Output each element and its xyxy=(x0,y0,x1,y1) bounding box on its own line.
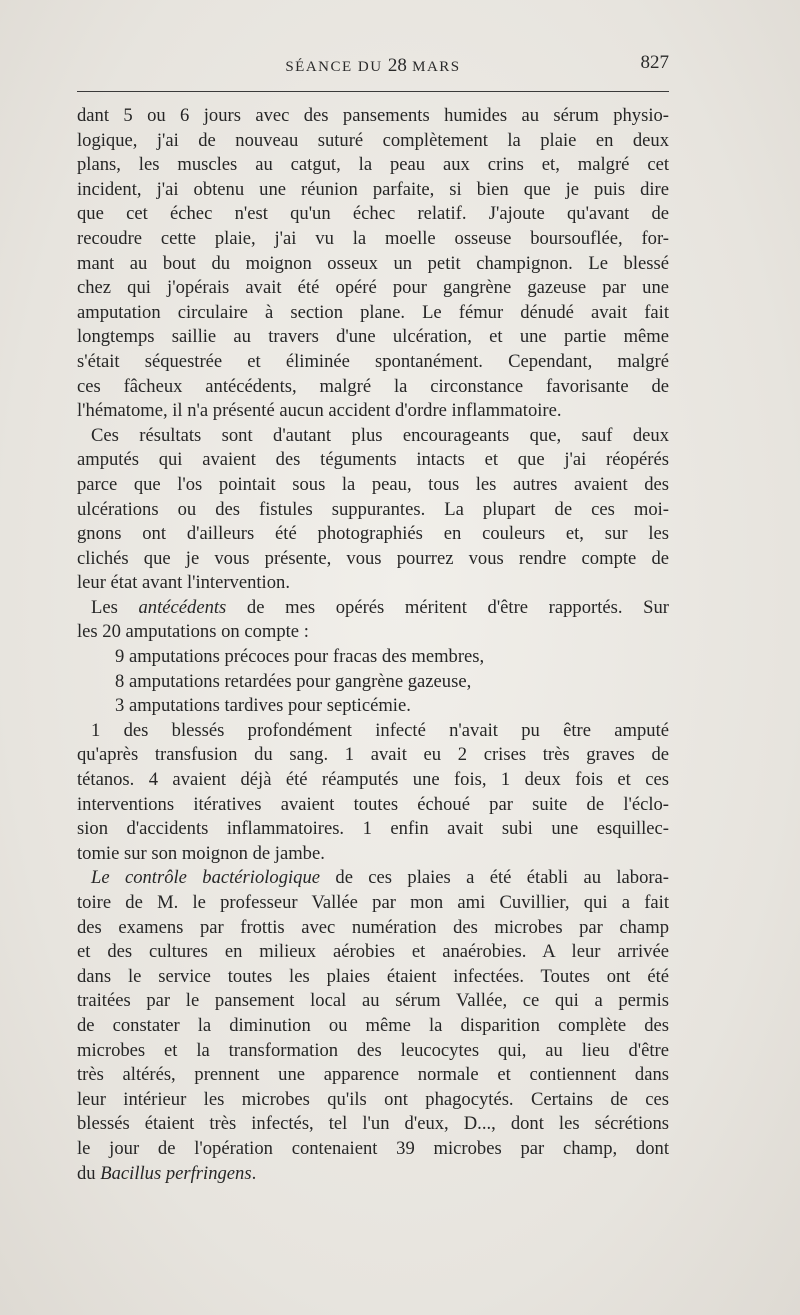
text-line: leur intérieur les microbes qu'ils ont phagocytés. Certains de ces xyxy=(77,1088,669,1110)
text-line: que cet échec n'est qu'un échec relatif. J'ajoute qu'avant de xyxy=(77,203,669,225)
text-line: dans le service toutes les plaies étaient infectées. Toutes ont été xyxy=(77,965,669,987)
text-line: leur état avant l'intervention. xyxy=(77,572,290,594)
text-line: de constater la diminution ou même la disparition complète des xyxy=(77,1014,669,1036)
text-line: toire de M. le professeur Vallée par mon ami Cuvillier, qui a fait xyxy=(77,892,669,913)
header-title-pre: SÉANCE DU xyxy=(285,59,383,75)
list-item: 3 amputations tardives pour septicémie. xyxy=(115,695,411,717)
text-line: ces fâcheux antécédents, malgré la circonstance favorisante de xyxy=(77,375,669,397)
text-line: gnons ont d'ailleurs été photographiés en couleurs et, sur les xyxy=(77,523,669,545)
text-line: clichés que je vous présente, vous pourrez vous rendre compte de xyxy=(77,547,669,569)
text-line: recoudre cette plaie, j'ai vu la moelle osseuse boursouflée, for- xyxy=(77,227,669,249)
text-line: tomie sur son moignon de jambe. xyxy=(77,842,325,864)
text-span: de ces plaies a été établi au labora- xyxy=(320,867,670,889)
text-line: le jour de l'opération contenaient 39 microbes par champ, dont xyxy=(77,1137,669,1159)
text-line: Ces résultats sont d'autant plus encourageants que, sauf deux xyxy=(91,424,669,446)
text-line: amputés qui avaient des téguments intacts et que j'ai réopérés xyxy=(77,449,669,471)
text-line: mant au bout du moignon osseux un petit champignon. Le blessé xyxy=(77,252,669,274)
text-line: qu'après transfusion du sang. 1 avait eu 2 crises très graves de xyxy=(77,744,669,766)
text-span: Les xyxy=(91,596,139,618)
text-span: de mes opérés méritent d'être rapportés. Sur xyxy=(226,596,669,618)
text-line: sion d'accidents inflammatoires. 1 enfin avait subi une esquillec- xyxy=(77,818,669,840)
text-line: microbes et la transformation des leucocytes qui, au lieu d'être xyxy=(77,1039,669,1061)
header-title xyxy=(77,55,669,77)
text-line: s'était séquestrée et éliminée spontanément. Cependant, malgré xyxy=(77,350,669,372)
text-line: ulcérations ou des fistules suppurantes. La plupart de ces moi- xyxy=(77,498,669,520)
text-line xyxy=(77,866,669,891)
text-line: interventions itératives avaient toutes échoué par suite de l'éclo- xyxy=(77,793,669,815)
text-line: traitées par le pansement local au sérum Vallée, ce qui a permis xyxy=(77,990,669,1012)
italic-term: antécédents xyxy=(138,596,227,618)
text-line: chez qui j'opérais avait été opéré pour gangrène gazeuse par une xyxy=(77,277,669,299)
text-line: blessés étaient très infectés, tel l'un d'eux, D..., dont les sécrétions xyxy=(77,1113,669,1135)
running-header xyxy=(77,52,669,78)
list-item: 9 amputations précoces pour fracas des membres, xyxy=(115,646,485,668)
text-line: parce que l'os pointait sous la peau, tous les autres avaient des xyxy=(77,473,669,495)
italic-term: Bacillus perfringens xyxy=(100,1162,252,1184)
header-title-month: MARS xyxy=(412,59,461,75)
text-line: plans, les muscles au catgut, la peau aux crins et, malgré cet xyxy=(77,154,669,176)
text-line: l'hématome, il n'a présenté aucun accident d'ordre inflammatoire. xyxy=(77,400,562,422)
text-line: très altérés, prennent une apparence normale et contiennent dans xyxy=(77,1064,669,1086)
text-line: et des cultures en milieux aérobies et anaérobies. A leur arrivée xyxy=(77,941,669,963)
text-span: du xyxy=(77,1162,101,1184)
text-line xyxy=(77,1162,669,1187)
text-line: les 20 amputations on compte : xyxy=(77,621,309,643)
text-line: logique, j'ai de nouveau suturé complètement la plaie en deux xyxy=(77,129,669,151)
body-text xyxy=(77,104,669,1186)
text-line: tétanos. 4 avaient déjà été réamputés une fois, 1 deux fois et ces xyxy=(77,769,669,791)
text-line: dant 5 ou 6 jours avec des pansements humides au sérum physio- xyxy=(77,105,669,126)
text-line: longtemps saillie au travers d'une ulcération, et une partie même xyxy=(77,326,669,348)
text-line xyxy=(77,596,669,621)
text-line: amputation circulaire à section plane. Le fémur dénudé avait fait xyxy=(77,301,669,323)
text-line: des examens par frottis avec numération des microbes par champ xyxy=(77,916,669,938)
page-number: 827 xyxy=(640,52,669,73)
header-rule xyxy=(77,91,669,92)
text-span: . xyxy=(251,1162,257,1184)
list-item: 8 amputations retardées pour gangrène gazeuse, xyxy=(115,670,472,692)
text-line: 1 des blessés profondément infecté n'avait pu être amputé xyxy=(91,719,669,741)
text-line: incident, j'ai obtenu une réunion parfaite, si bien que je puis dire xyxy=(77,178,669,200)
italic-term: Le contrôle bactériologique xyxy=(91,867,321,889)
header-title-date: 28 xyxy=(387,55,407,76)
